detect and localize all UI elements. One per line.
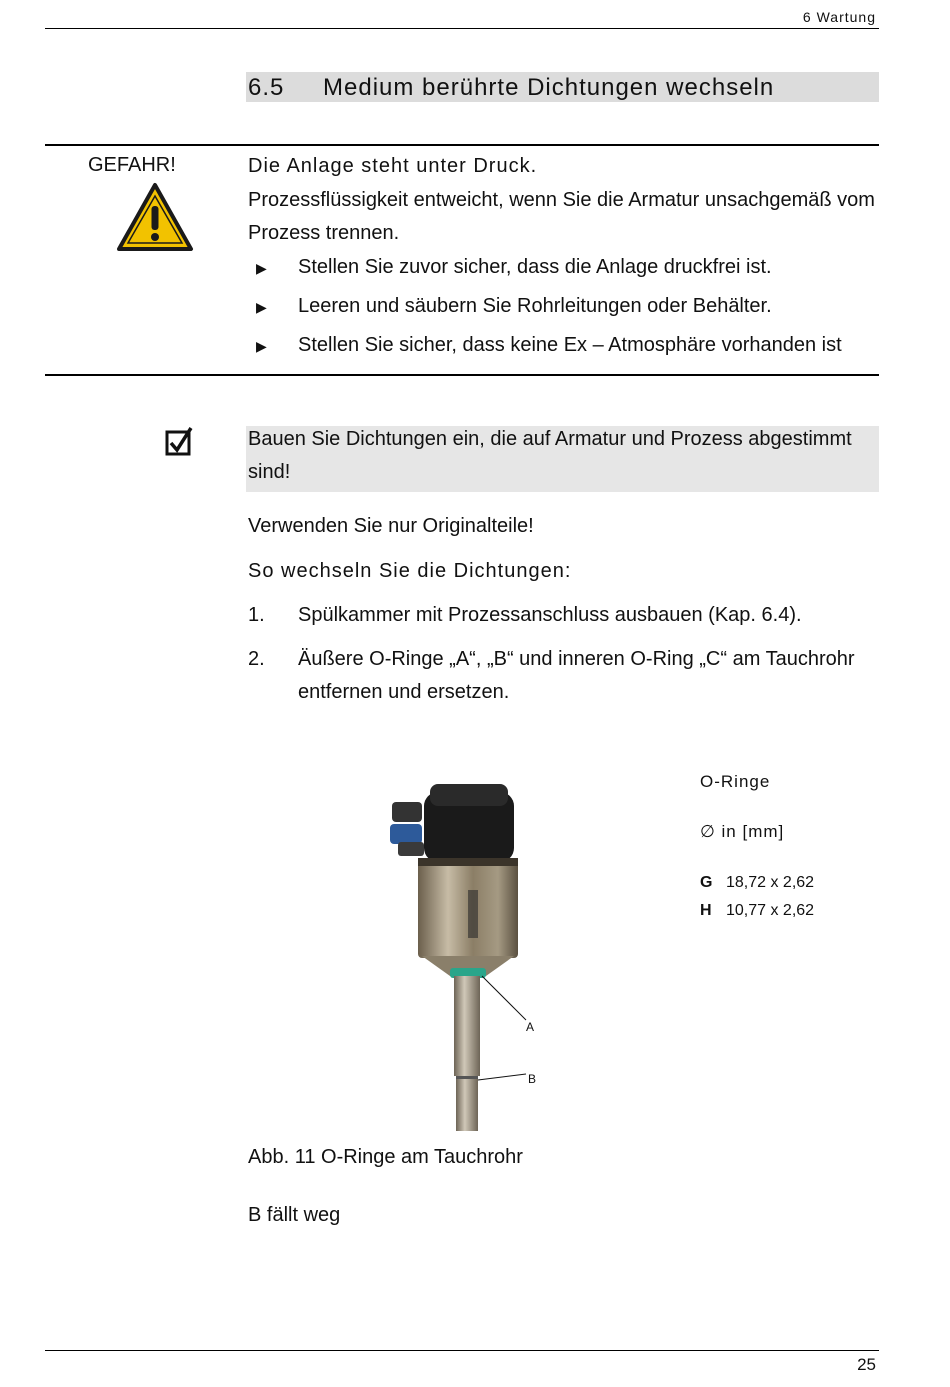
oring-key: G bbox=[700, 874, 713, 891]
figure-caption: Abb. 11 O-Ringe am Tauchrohr bbox=[248, 1146, 523, 1168]
danger-bullet: Stellen Sie sicher, dass keine Ex – Atmosphäre vorhanden ist bbox=[298, 334, 842, 356]
page-number: 25 bbox=[857, 1355, 876, 1374]
checkbox-checked-icon bbox=[165, 426, 193, 456]
label-a: A bbox=[526, 1020, 535, 1034]
oring-value: 10,77 x 2,62 bbox=[726, 902, 815, 919]
danger-headline: Die Anlage steht unter Druck. bbox=[248, 155, 538, 177]
step-number: 1. bbox=[248, 604, 265, 626]
warning-triangle-icon bbox=[116, 182, 194, 252]
label-b: B bbox=[528, 1072, 537, 1086]
bullet-arrow-icon: ▶ bbox=[256, 260, 267, 276]
oring-row bbox=[700, 902, 814, 920]
oring-key: H bbox=[700, 902, 712, 919]
danger-bullet: Leeren und säubern Sie Rohrleitungen oder Behälter. bbox=[298, 295, 772, 317]
danger-label: GEFAHR! bbox=[88, 154, 176, 176]
chapter-header: 6 Wartung bbox=[802, 9, 876, 25]
oring-value: 18,72 x 2,62 bbox=[726, 874, 815, 891]
oring-title: O-Ringe bbox=[700, 772, 771, 791]
original-parts-text: Verwenden Sie nur Originalteile! bbox=[248, 515, 534, 537]
section-title: Medium berührte Dichtungen wechseln bbox=[323, 74, 775, 101]
section-title-bar bbox=[246, 72, 879, 102]
step-number: 2. bbox=[248, 648, 265, 670]
bullet-arrow-icon: ▶ bbox=[256, 299, 267, 315]
note-text: Bauen Sie Dichtungen ein, die auf Armatur und Prozess abgestimmt sind! bbox=[248, 428, 852, 483]
bullet-arrow-icon: ▶ bbox=[256, 338, 267, 354]
header-rule bbox=[45, 28, 879, 29]
step-text: Äußere O-Ringe „A“, „B“ und inneren O-Ring „C“ am Tauchrohr entfernen und ersetzen. bbox=[298, 648, 855, 703]
section-number: 6.5 bbox=[248, 74, 285, 101]
oring-row bbox=[700, 874, 814, 892]
oring-unit: ∅ in [mm] bbox=[700, 822, 785, 841]
footer-rule bbox=[45, 1350, 879, 1351]
howto-heading: So wechseln Sie die Dichtungen: bbox=[248, 560, 572, 582]
step-text: Spülkammer mit Prozessanschluss ausbauen (Kap. 6.4). bbox=[298, 604, 802, 626]
danger-text: Prozessflüssigkeit entweicht, wenn Sie die Armatur unsachgemäß vom Prozess trennen. bbox=[248, 189, 875, 244]
armature-photo bbox=[360, 780, 560, 1135]
remark-text: B fällt weg bbox=[248, 1204, 341, 1226]
danger-bottom-rule bbox=[45, 374, 879, 376]
danger-top-rule bbox=[45, 144, 879, 146]
danger-bullet: Stellen Sie zuvor sicher, dass die Anlage druckfrei ist. bbox=[298, 256, 772, 278]
